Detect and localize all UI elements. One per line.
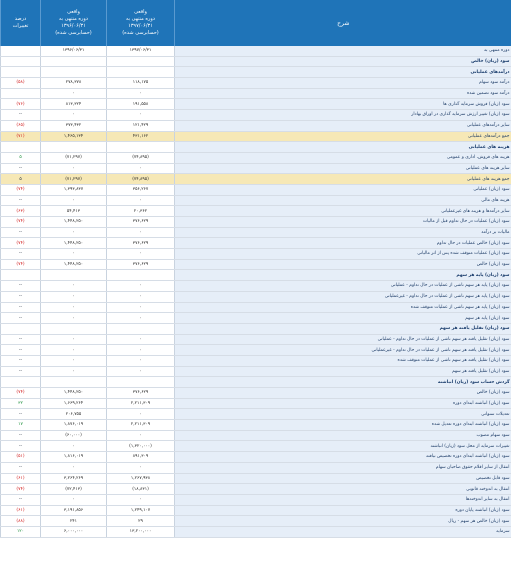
row-description: سود (زیان) عملیات در حال تداوم قبل از مالیات (175, 217, 511, 228)
row-value-1396: ۱,۴۴۸,۲۵۰ (41, 388, 107, 399)
row-value-1397: ۱۲۱,۴۲۹ (107, 120, 175, 131)
table-row (1, 302, 511, 313)
row-value-1397: ۲,۲۱۱,۳۰۹ (107, 398, 175, 409)
table-row (1, 420, 511, 431)
row-change-percent: -- (1, 409, 41, 420)
table-row (1, 462, 511, 473)
row-description: سایر درآمدهای عملیاتی (175, 120, 511, 131)
row-change-percent: (۶۱) (1, 505, 41, 516)
row-description: سود (زیان) تقلیل یافته هر سهم (175, 323, 511, 334)
row-change-percent: -- (1, 366, 41, 377)
row-value-1396: ۰ (41, 195, 107, 206)
row-change-percent: -- (1, 313, 41, 324)
row-description: سود (زیان) عملیاتی (175, 184, 511, 195)
row-value-1397: ۲,۲۱۱,۳۰۹ (107, 420, 175, 431)
row-description: سود (زیان) تقلیل یافته هر سهم ناشی از عملیات در حال تداوم - غیرعملیاتی (175, 345, 511, 356)
row-value-1397: ۴۳۱,۱۶۲ (107, 131, 175, 142)
table-row (1, 259, 511, 270)
row-description: سود (زیان) انباشته پایان دوره (175, 505, 511, 516)
row-value-1396: ۰ (41, 345, 107, 356)
row-value-1396 (41, 67, 107, 78)
row-description: انتقال از سایر اقلام حقوق صاحبان سهام (175, 462, 511, 473)
row-change-percent: -- (1, 281, 41, 292)
row-change-percent (1, 270, 41, 281)
table-row (1, 355, 511, 366)
row-value-1397: ۳۷۶,۶۲۹ (107, 217, 175, 228)
row-value-1397 (107, 56, 175, 67)
row-value-1396: ۱,۴۴۸,۲۵۰ (41, 238, 107, 249)
row-value-1396: ۰ (41, 110, 107, 121)
row-change-percent: -- (1, 249, 41, 260)
table-row (1, 238, 511, 249)
row-change-percent (1, 377, 41, 388)
row-value-1396: ۱,۴۴۸,۲۵۰ (41, 217, 107, 228)
row-description: سایر هزینه های عملیاتی (175, 163, 511, 174)
row-value-1397 (107, 67, 175, 78)
header-period-1397 (107, 0, 175, 46)
table-row (1, 46, 511, 56)
row-value-1396: ۰ (41, 334, 107, 345)
table-row (1, 142, 511, 153)
row-value-1396: ۲۴۱ (41, 516, 107, 527)
row-value-1396: ۱,۴۶۵,۱۳۴ (41, 131, 107, 142)
table-row (1, 409, 511, 420)
row-description: تعدیلات سنواتی (175, 409, 511, 420)
row-change-percent: -- (1, 355, 41, 366)
table-row (1, 345, 511, 356)
row-description: جمع هزینه های عملیاتی (175, 174, 511, 185)
row-change-percent: (۷۴) (1, 184, 41, 195)
row-change-percent: -- (1, 302, 41, 313)
row-description: هزینه های مالی (175, 195, 511, 206)
row-change-percent: (۵۸) (1, 78, 41, 89)
row-value-1396: ۱۳۹۶/۰۶/۳۱ (41, 46, 107, 56)
row-value-1396: ۶,۰۰۰,۰۰۰ (41, 526, 107, 537)
row-value-1396: ۱,۴۴۸,۲۵۰ (41, 259, 107, 270)
row-value-1397: ۱۱۸,۱۷۵ (107, 78, 175, 89)
row-description: سود (زیان) تقلیل یافته هر سهم ناشی از عملیات در حال تداوم - عملیاتی (175, 334, 511, 345)
row-change-percent: (۷۴) (1, 388, 41, 399)
row-value-1396: ۱,۸۷۶,۰۱۹ (41, 420, 107, 431)
row-value-1397: ۰ (107, 227, 175, 238)
row-value-1397: ۱۹۱,۵۵۸ (107, 99, 175, 110)
row-value-1397: ۰ (107, 302, 175, 313)
row-value-1397: ۰ (107, 249, 175, 260)
row-description: سود (زیان) پایه هر سهم ناشی از عملیات در حال تداوم - عملیاتی (175, 281, 511, 292)
header-1397-date: ۱۳۹۷/۰۶/۳۱ (128, 23, 153, 29)
table-row (1, 430, 511, 441)
row-value-1396: ۰ (41, 291, 107, 302)
row-value-1397: ۰ (107, 345, 175, 356)
header-1397-audit: (حسابرسی شده) (122, 30, 159, 36)
row-value-1397: (۱,۳۲۰,۰۰۰) (107, 441, 175, 452)
row-description: سود (زیان) پایه هر سهم ناشی از عملیات متوقف شده (175, 302, 511, 313)
row-change-percent: (۷۴) (1, 484, 41, 495)
row-change-percent: -- (1, 345, 41, 356)
row-change-percent: -- (1, 291, 41, 302)
row-value-1396: ۲۷۸,۳۷۸ (41, 78, 107, 89)
row-description: سود (زیان) انباشته ابتدای دوره (175, 398, 511, 409)
row-description: سود (زیان) انباشته ابتدای دوره تخصیص نیافته (175, 452, 511, 463)
row-value-1396: ۰ (41, 441, 107, 452)
row-change-percent: (۷۴) (1, 217, 41, 228)
table-row (1, 398, 511, 409)
row-value-1397: ۰ (107, 88, 175, 99)
header-1396-audit: (حسابرسی شده) (55, 30, 92, 36)
table-row (1, 291, 511, 302)
row-description: سود (زیان) پایه هر سهم (175, 313, 511, 324)
row-change-percent: -- (1, 462, 41, 473)
row-value-1396 (41, 56, 107, 67)
row-description: انتقال به اندوخته قانونی (175, 484, 511, 495)
row-description: سود (زیان) انباشته ابتدای دوره تعدیل شده (175, 420, 511, 431)
row-description: دوره منتهی به (175, 46, 511, 56)
row-change-percent: (۶۳) (1, 206, 41, 217)
row-change-percent: -- (1, 441, 41, 452)
row-description: گردش حساب سود (زیان) انباشته (175, 377, 511, 388)
row-value-1397: ۱۳۹۷/۰۶/۳۱ (107, 46, 175, 56)
row-value-1397: (۷۴,۸۹۵) (107, 174, 175, 185)
table-row (1, 484, 511, 495)
row-value-1396: (۷۱,۲۹۷) (41, 152, 107, 163)
row-change-percent (1, 323, 41, 334)
table-row (1, 163, 511, 174)
row-value-1397 (107, 270, 175, 281)
table-row (1, 473, 511, 484)
row-change-percent: ۵ (1, 174, 41, 185)
row-change-percent: (۷۴) (1, 259, 41, 270)
row-change-percent: (۷۱) (1, 131, 41, 142)
row-description: هزینه های عملیاتی (175, 142, 511, 153)
row-value-1397: ۳۷۶,۶۲۹ (107, 259, 175, 270)
row-description: انتقال به سایر اندوخته‌ها (175, 494, 511, 505)
row-value-1397: ۰ (107, 430, 175, 441)
row-value-1396: ۲۰۶,۷۵۵ (41, 409, 107, 420)
row-change-percent: ۱۷ (1, 420, 41, 431)
row-value-1396: ۰ (41, 494, 107, 505)
row-value-1397: ۰ (107, 281, 175, 292)
table-row (1, 195, 511, 206)
table-row (1, 334, 511, 345)
table-row (1, 217, 511, 228)
table-body (1, 46, 511, 537)
table-row (1, 388, 511, 399)
row-value-1397: ۱,۲۴۹,۱۰۷ (107, 505, 175, 516)
row-value-1396 (41, 377, 107, 388)
row-value-1397: (۱۸,۸۳۱) (107, 484, 175, 495)
table-row (1, 174, 511, 185)
row-value-1396: ۰ (41, 302, 107, 313)
table-row (1, 441, 511, 452)
row-change-percent: -- (1, 430, 41, 441)
table-row (1, 494, 511, 505)
row-value-1397 (107, 323, 175, 334)
table-row (1, 227, 511, 238)
row-change-percent: -- (1, 334, 41, 345)
table-row (1, 505, 511, 516)
row-change-percent: (۸۸) (1, 516, 41, 527)
row-description: سرمایه (175, 526, 511, 537)
row-change-percent: -- (1, 227, 41, 238)
table-row (1, 131, 511, 142)
table-row (1, 120, 511, 131)
row-value-1397: ۰ (107, 291, 175, 302)
row-value-1397: ۸۹۱,۳۰۹ (107, 452, 175, 463)
row-description: سود (زیان) فروش سرمایه گذاری ها (175, 99, 511, 110)
header-1396-actual: واقعی (67, 9, 80, 15)
row-change-percent: -- (1, 163, 41, 174)
row-value-1396: ۰ (41, 281, 107, 292)
row-change-percent: (۵۱) (1, 452, 41, 463)
table-row (1, 110, 511, 121)
row-value-1396: ۳,۱۹۱,۸۵۶ (41, 505, 107, 516)
table-row (1, 99, 511, 110)
row-value-1397: ۰ (107, 355, 175, 366)
row-description: سایر درآمدها و هزینه های غیرعملیاتی (175, 206, 511, 217)
row-description: سود (زیان) تقلیل یافته هر سهم (175, 366, 511, 377)
row-value-1396: ۰ (41, 366, 107, 377)
table-row (1, 206, 511, 217)
row-change-percent (1, 142, 41, 153)
row-description: سود سهام مصوب (175, 430, 511, 441)
row-description: سود (زیان) خالص هر سهم - ریال (175, 516, 511, 527)
row-change-percent: ۵ (1, 152, 41, 163)
table-row (1, 270, 511, 281)
row-value-1396: ۰ (41, 227, 107, 238)
row-value-1397: ۰ (107, 163, 175, 174)
row-value-1397: ۳۷۶,۶۲۹ (107, 388, 175, 399)
row-change-percent: -- (1, 110, 41, 121)
row-value-1397 (107, 377, 175, 388)
row-value-1396: ۰ (41, 355, 107, 366)
table-row (1, 526, 511, 537)
row-value-1396: ۱,۳۹۳,۸۳۷ (41, 184, 107, 195)
row-change-percent: (۶۱) (1, 473, 41, 484)
header-change-label-1: درصد (14, 16, 27, 22)
table-row (1, 184, 511, 195)
table-row (1, 281, 511, 292)
row-value-1396: ۰ (41, 163, 107, 174)
row-value-1396 (41, 323, 107, 334)
row-value-1396: ۱,۶۶۹,۲۶۴ (41, 398, 107, 409)
header-description: شرح (175, 0, 511, 46)
row-description: سود (زیان) پایه هر سهم (175, 270, 511, 281)
row-value-1397: ۰ (107, 195, 175, 206)
table-row (1, 366, 511, 377)
row-description: سود (زیان) خالص (175, 388, 511, 399)
row-description: تغییرات سرمایه از محل سود (زیان) انباشته (175, 441, 511, 452)
row-change-percent: (۶۵) (1, 120, 41, 131)
row-description: سود (زیان) خالص عملیات در حال تداوم (175, 238, 511, 249)
table-row (1, 377, 511, 388)
row-value-1397: ۳۷۶,۶۲۹ (107, 238, 175, 249)
table-row (1, 152, 511, 163)
row-description: سود (زیان) خالص (175, 259, 511, 270)
row-value-1397: ۲۰,۳۶۲ (107, 206, 175, 217)
row-description: سود (زیان) تغییر ارزش سرمایه گذاری در اوراق بهادار (175, 110, 511, 121)
row-description: درآمد سود تضمین شده (175, 88, 511, 99)
row-value-1396: ۰ (41, 313, 107, 324)
row-description: سود (زیان) پایه هر سهم ناشی از عملیات در حال تداوم - غیرعملیاتی (175, 291, 511, 302)
row-value-1397: ۰ (107, 313, 175, 324)
table-row (1, 313, 511, 324)
row-value-1397: ۰ (107, 334, 175, 345)
row-value-1397 (107, 142, 175, 153)
table-header-row (1, 0, 511, 46)
row-value-1397: ۰ (107, 366, 175, 377)
row-value-1396: ۰ (41, 462, 107, 473)
header-1396-date: ۱۳۹۶/۰۶/۳۱ (61, 23, 86, 29)
table-row (1, 323, 511, 334)
row-value-1396 (41, 142, 107, 153)
row-value-1396: (۶۰,۰۰۰) (41, 430, 107, 441)
row-value-1396: ۱,۸۱۶,۰۱۹ (41, 452, 107, 463)
header-period-1396 (41, 0, 107, 46)
table-row (1, 452, 511, 463)
row-change-percent: (۷۶) (1, 99, 41, 110)
table-row (1, 67, 511, 78)
row-value-1396 (41, 270, 107, 281)
row-value-1397: ۱۳,۲۰۰,۰۰۰ (107, 526, 175, 537)
header-1397-period: دوره منتهی به (125, 16, 156, 22)
row-description: مالیات بر درآمد (175, 227, 511, 238)
row-change-percent: ۳۲ (1, 398, 41, 409)
row-description: هزینه های فروش، اداری و عمومی (175, 152, 511, 163)
table-row (1, 78, 511, 89)
table-row (1, 516, 511, 527)
row-value-1396: (۷۲,۴۱۳) (41, 484, 107, 495)
row-value-1396: ۳۷۳,۴۳۲ (41, 120, 107, 131)
table-row (1, 249, 511, 260)
row-change-percent (1, 46, 41, 56)
row-value-1396: ۰ (41, 249, 107, 260)
row-value-1397: (۷۴,۸۹۵) (107, 152, 175, 163)
row-change-percent: -- (1, 195, 41, 206)
row-value-1396: ۳,۲۶۴,۲۶۹ (41, 473, 107, 484)
row-change-percent (1, 67, 41, 78)
row-change-percent: ۱۲۰ (1, 526, 41, 537)
row-change-percent: (۷۴) (1, 238, 41, 249)
table-row (1, 56, 511, 67)
row-description: سود (زیان) عملیات متوقف شده پس از اثر مالیاتی (175, 249, 511, 260)
row-value-1397: ۰ (107, 110, 175, 121)
table-row (1, 88, 511, 99)
header-1396-period: دوره منتهی به (58, 16, 89, 22)
row-value-1397: ۱,۲۶۷,۹۳۸ (107, 473, 175, 484)
row-description: سود (زیان) خالص (175, 56, 511, 67)
row-description: سود (زیان) تقلیل یافته هر سهم ناشی از عملیات متوقف شده (175, 355, 511, 366)
row-description: سود قابل تخصیص (175, 473, 511, 484)
row-value-1397: ۰ (107, 409, 175, 420)
row-value-1396: ۸۱۳,۳۲۴ (41, 99, 107, 110)
header-change-label-2: تغییرات (12, 23, 29, 29)
row-change-percent: -- (1, 494, 41, 505)
header-1397-actual: واقعی (134, 9, 147, 15)
header-change-percent (1, 0, 41, 46)
row-value-1396: (۷۱,۲۹۷) (41, 174, 107, 185)
row-value-1396: ۰ (41, 88, 107, 99)
row-value-1397: ۲۹ (107, 516, 175, 527)
row-description: درآمدهای عملیاتی (175, 67, 511, 78)
row-value-1397: ۳۵۶,۲۶۷ (107, 184, 175, 195)
row-value-1397: ۰ (107, 494, 175, 505)
row-description: درآمد سود سهام (175, 78, 511, 89)
row-value-1396: ۵۴,۴۱۳ (41, 206, 107, 217)
row-description: جمع درآمدهای عملیاتی (175, 131, 511, 142)
row-value-1397: ۰ (107, 462, 175, 473)
row-change-percent (1, 56, 41, 67)
row-change-percent (1, 88, 41, 99)
